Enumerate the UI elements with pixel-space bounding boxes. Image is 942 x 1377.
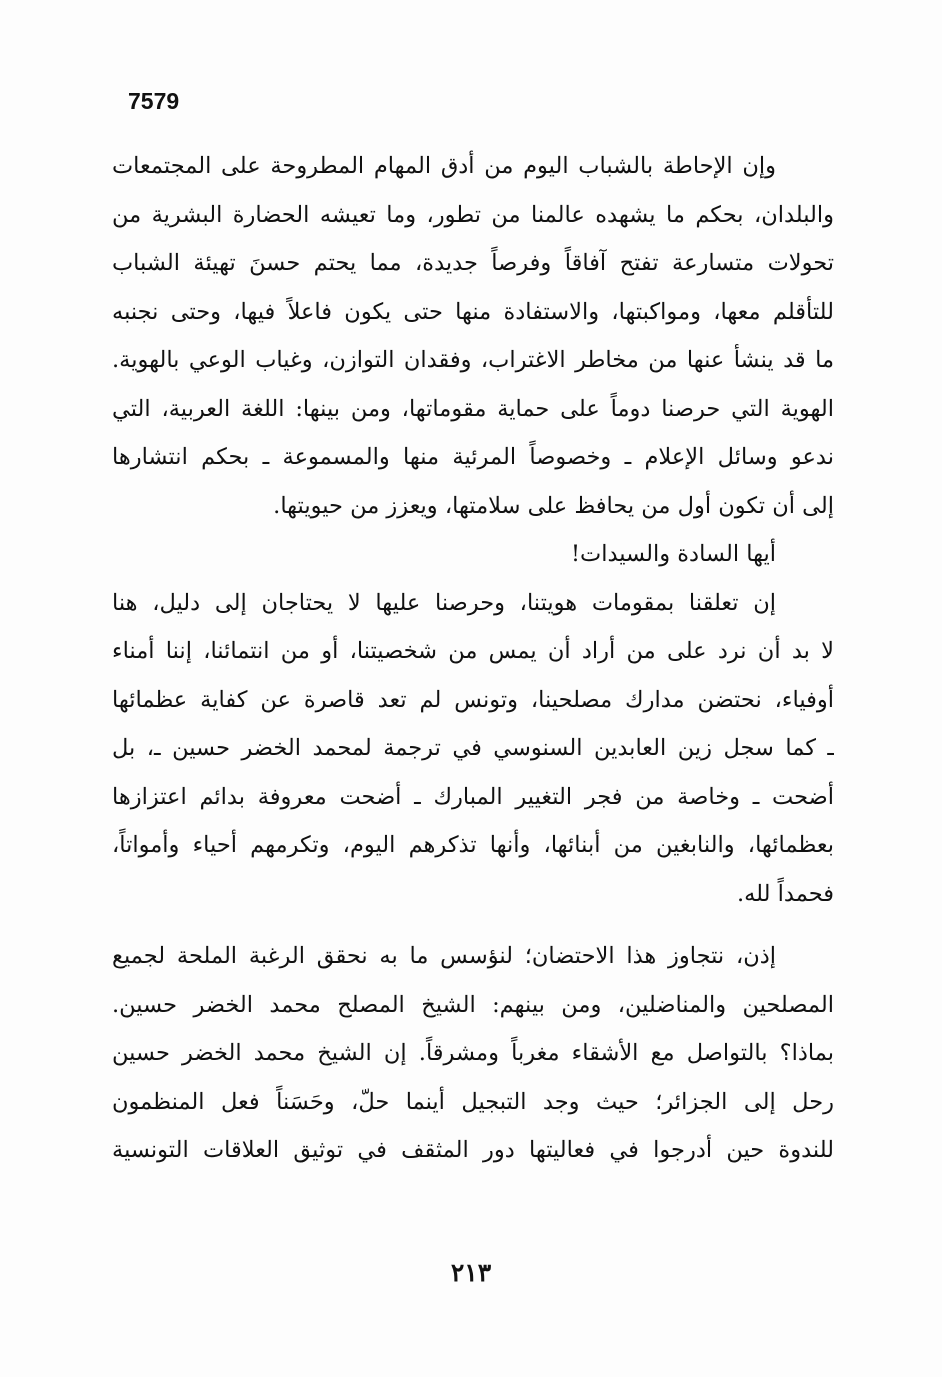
text-line: أيها السادة والسيدات! bbox=[570, 541, 776, 567]
paragraph bbox=[112, 932, 834, 1175]
text-line: رحل إلى الجزائر؛ حيث وجد التبجيل أينما حلّ، وحَسَناً فعل المنظمون bbox=[112, 1088, 834, 1115]
text-line: للندوة حين أدرجوا في فعاليتها دور المثقف في توثيق العلاقات التونسية bbox=[112, 1137, 834, 1163]
page-number: ٢١٣ bbox=[450, 1258, 492, 1287]
text-line: أضحت ـ وخاصة من فجر التغيير المبارك ـ أضحت معروفة بدائم اعتزازها bbox=[112, 783, 834, 810]
text-line: ـ كما سجل زين العابدين السنوسي في ترجمة لمحمد الخضر حسين ـ، بل bbox=[112, 735, 834, 761]
text-line: فحمداً لله. bbox=[736, 880, 834, 907]
text-line: ندعو وسائل الإعلام ـ وخصوصاً المرئية منها والمسموعة ـ بحكم انتشارها bbox=[112, 444, 834, 470]
text-line: وإن الإحاطة بالشباب اليوم من أدق المهام المطروحة على المجتمعات bbox=[112, 153, 776, 179]
text-line: بعظمائها، والنابغين من أبنائها، وأنها تذكرهم اليوم، وتكرمهم أحياء وأمواتاً، bbox=[112, 832, 834, 858]
paragraph bbox=[112, 579, 834, 919]
text-line: للتأقلم معها، ومواكبتها، والاستفادة منها حتى يكون فاعلاً فيها، وحتى نجنبه bbox=[112, 298, 834, 325]
text-line: إلى أن تكون أول من يحافظ على سلامتها، ويعزز من حيويتها. bbox=[273, 492, 834, 519]
text-line: إذن، نتجاوز هذا الاحتضان؛ لنؤسس ما به نحقق الرغبة الملحة لجميع bbox=[112, 943, 776, 969]
text-line: إن تعلقنا بمقومات هويتنا، وحرصنا عليها لا يحتاجان إلى دليل، هنا bbox=[112, 589, 776, 616]
text-line: أوفياء، نحتضن مدارك مصلحينا، وتونس لم تعد قاصرة عن كفاية عظمائها bbox=[112, 686, 834, 713]
text-line: ما قد ينشأ عنها من مخاطر الاغتراب، وفقدان التوازن، وغياب الوعي بالهوية. bbox=[112, 347, 834, 373]
paragraph bbox=[112, 142, 834, 530]
text-line: المصلحين والمناضلين، ومن بينهم: الشيخ المصلح محمد الخضر حسين. bbox=[112, 991, 834, 1018]
text-line: الهوية التي حرصنا دوماً على حماية مقوماتها، ومن بينها: اللغة العربية، التي bbox=[112, 395, 834, 422]
text-line: لا بد أن نرد على من أراد أن يمس من شخصيتنا، أو من انتمائنا، إننا أمناء bbox=[112, 638, 834, 664]
text-line: بماذا؟ بالتواصل مع الأشقاء مغرباً ومشرقاً. إن الشيخ محمد الخضر حسين bbox=[112, 1040, 834, 1066]
text-line: تحولات متسارعة تفتح آفاقاً وفرصاً جديدة، مما يحتم حسنَ تهيئة الشباب bbox=[112, 250, 834, 276]
paragraph bbox=[112, 530, 834, 579]
body-text bbox=[112, 142, 834, 1175]
text-line: والبلدان، بحكم ما يشهده عالمنا من تطور، وما تعيشه الحضارة البشرية من bbox=[112, 201, 834, 228]
page-id: 7579 bbox=[128, 88, 180, 114]
